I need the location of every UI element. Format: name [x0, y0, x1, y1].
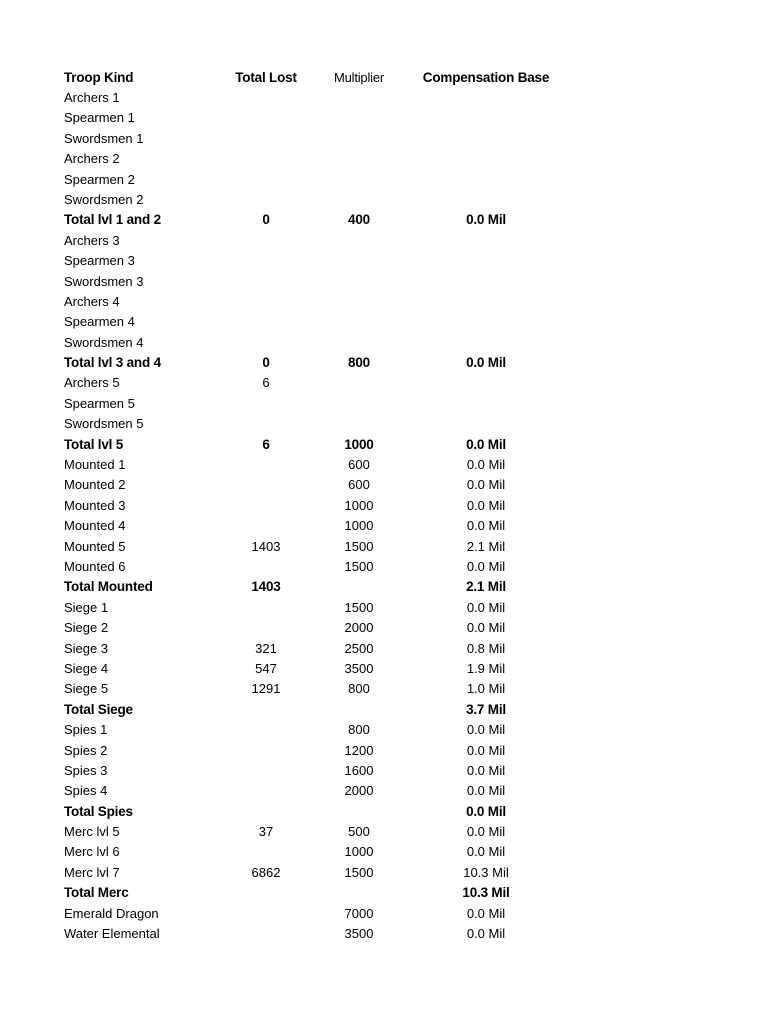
- total-lost-cell: 321: [255, 640, 277, 656]
- multiplier-cell: 3500: [344, 926, 374, 942]
- table-row: [64, 781, 584, 801]
- table-row: [64, 863, 584, 883]
- troop-kind-cell: Emerald Dragon: [64, 905, 159, 921]
- compensation-cell: 2.1 Mil: [466, 538, 506, 554]
- compensation-cell: 1.0 Mil: [466, 681, 506, 697]
- multiplier-cell: 7000: [344, 905, 374, 921]
- multiplier-cell: 2000: [344, 620, 374, 636]
- troop-kind-cell: Merc lvl 5: [64, 824, 120, 840]
- troop-kind-cell: Swordsmen 1: [64, 130, 144, 146]
- multiplier-cell: 1200: [344, 742, 374, 758]
- table-row: [64, 741, 584, 761]
- table-row: [64, 129, 584, 149]
- troop-kind-cell: Mounted 1: [64, 457, 126, 473]
- troop-kind-cell: Archers 4: [64, 293, 120, 309]
- total-lost-cell: 6: [262, 375, 270, 391]
- table-total-row: [64, 435, 584, 455]
- troop-kind-cell: Archers 2: [64, 151, 120, 167]
- troop-kind-cell: Total Mounted: [64, 579, 153, 595]
- compensation-cell: 2.1 Mil: [466, 579, 506, 595]
- total-lost-cell: 6862: [251, 864, 281, 880]
- table-total-row: [64, 353, 584, 373]
- troop-kind-cell: Spearmen 3: [64, 253, 135, 269]
- compensation-cell: 0.0 Mil: [466, 477, 506, 493]
- compensation-cell: 0.0 Mil: [466, 824, 506, 840]
- troop-kind-cell: Archers 1: [64, 90, 120, 105]
- troop-kind-cell: Siege 1: [64, 599, 109, 615]
- multiplier-cell: 1000: [344, 518, 374, 534]
- troop-kind-cell: Siege 2: [64, 620, 109, 636]
- troop-kind-cell: Total Merc: [64, 885, 129, 901]
- compensation-cell: 0.0 Mil: [466, 457, 506, 473]
- troop-kind-cell: Mounted 6: [64, 558, 126, 574]
- table-row: [64, 639, 584, 659]
- troop-kind-cell: Spies 3: [64, 762, 108, 778]
- troop-kind-cell: Mounted 5: [64, 538, 126, 554]
- header-troop-kind: Troop Kind: [64, 70, 134, 85]
- table-row: [64, 190, 584, 210]
- table-row: [64, 496, 584, 516]
- table-row: [64, 924, 584, 944]
- troop-kind-cell: Mounted 3: [64, 497, 126, 513]
- compensation-cell: 1.9 Mil: [466, 660, 506, 676]
- table-row: [64, 149, 584, 169]
- compensation-cell: 0.0 Mil: [466, 212, 506, 228]
- multiplier-cell: 400: [348, 212, 370, 228]
- table-row: [64, 414, 584, 434]
- compensation-cell: 0.0 Mil: [466, 783, 506, 799]
- compensation-cell: 10.3 Mil: [462, 885, 510, 901]
- multiplier-cell: 1500: [344, 864, 374, 880]
- troop-kind-cell: Spearmen 1: [64, 110, 135, 126]
- table-total-row: [64, 210, 584, 230]
- troop-kind-cell: Archers 5: [64, 375, 120, 391]
- table-row: [64, 333, 584, 353]
- troop-kind-cell: Siege 4: [64, 660, 109, 676]
- table-row: [64, 475, 584, 495]
- total-lost-cell: 1291: [251, 681, 281, 697]
- table-row: [64, 394, 584, 414]
- table-row: [64, 516, 584, 536]
- multiplier-cell: 1000: [344, 436, 374, 452]
- troop-kind-cell: Spies 2: [64, 742, 108, 758]
- header-multiplier: Multiplier: [333, 70, 384, 85]
- total-lost-cell: 1403: [251, 538, 281, 554]
- table-row: [64, 312, 584, 332]
- table-row: [64, 557, 584, 577]
- table-total-row: [64, 700, 584, 720]
- multiplier-cell: 1500: [344, 599, 374, 615]
- compensation-cell: 0.0 Mil: [466, 518, 506, 534]
- multiplier-cell: 600: [348, 477, 370, 493]
- troop-kind-cell: Total lvl 5: [64, 436, 124, 452]
- troop-kind-cell: Swordsmen 3: [64, 273, 144, 289]
- compensation-cell: 3.7 Mil: [466, 701, 506, 717]
- total-lost-cell: 0: [262, 355, 270, 371]
- troop-kind-cell: Archers 3: [64, 232, 120, 248]
- multiplier-cell: 800: [348, 355, 370, 371]
- multiplier-cell: 2500: [344, 640, 374, 656]
- troop-kind-cell: Swordsmen 5: [64, 416, 144, 432]
- compensation-cell: 0.0 Mil: [466, 803, 506, 819]
- multiplier-cell: 800: [348, 681, 370, 697]
- multiplier-cell: 1500: [344, 558, 374, 574]
- compensation-cell: 0.8 Mil: [466, 640, 506, 656]
- table-row: [64, 761, 584, 781]
- compensation-cell: 0.0 Mil: [466, 355, 506, 371]
- troop-kind-cell: Swordsmen 2: [64, 191, 144, 207]
- table-row: [64, 455, 584, 475]
- troop-kind-cell: Total Siege: [64, 701, 133, 717]
- compensation-cell: 0.0 Mil: [466, 497, 506, 513]
- multiplier-cell: 2000: [344, 783, 374, 799]
- troop-kind-cell: Total Spies: [64, 803, 133, 819]
- compensation-cell: 0.0 Mil: [466, 762, 506, 778]
- troop-kind-cell: Spies 1: [64, 722, 108, 738]
- troop-kind-cell: Spearmen 4: [64, 314, 135, 330]
- troop-kind-cell: Swordsmen 4: [64, 334, 144, 350]
- table-row: [64, 842, 584, 862]
- total-lost-cell: 37: [258, 824, 274, 840]
- troop-kind-cell: Total lvl 3 and 4: [64, 355, 161, 371]
- compensation-cell: 0.0 Mil: [466, 620, 506, 636]
- compensation-cell: 10.3 Mil: [463, 864, 509, 880]
- table-row: [64, 537, 584, 557]
- table-body: [64, 88, 584, 944]
- table-row: [64, 292, 584, 312]
- table-row: [64, 373, 584, 393]
- table-row: [64, 272, 584, 292]
- table-row: [64, 231, 584, 251]
- total-lost-cell: 0: [262, 212, 270, 228]
- troop-kind-cell: Merc lvl 7: [64, 864, 120, 880]
- multiplier-cell: 1600: [344, 762, 374, 778]
- table-row: [64, 822, 584, 842]
- header-compensation-base: Compensation Base: [422, 70, 550, 85]
- table-row: [64, 618, 584, 638]
- header-total-lost: Total Lost: [235, 70, 297, 85]
- compensation-cell: 0.0 Mil: [466, 436, 506, 452]
- troop-kind-cell: Siege 3: [64, 640, 109, 656]
- table-row: [64, 679, 584, 699]
- multiplier-cell: 600: [348, 457, 370, 473]
- troop-kind-cell: Total lvl 1 and 2: [64, 212, 161, 228]
- troop-kind-cell: Spies 4: [64, 783, 108, 799]
- troop-kind-cell: Mounted 2: [64, 477, 126, 493]
- table-total-row: [64, 577, 584, 597]
- multiplier-cell: 1500: [344, 538, 374, 554]
- table-row: [64, 598, 584, 618]
- compensation-cell: 0.0 Mil: [466, 558, 506, 574]
- multiplier-cell: 1000: [344, 844, 374, 860]
- table-total-row: [64, 802, 584, 822]
- compensation-cell: 0.0 Mil: [466, 926, 506, 942]
- total-lost-cell: 547: [255, 660, 277, 676]
- table-row: [64, 904, 584, 924]
- multiplier-cell: 800: [348, 722, 370, 738]
- total-lost-cell: 1403: [251, 579, 281, 595]
- troop-kind-cell: Siege 5: [64, 681, 109, 697]
- table-row: [64, 170, 584, 190]
- table-row: [64, 108, 584, 128]
- multiplier-cell: 3500: [344, 660, 374, 676]
- compensation-cell: 0.0 Mil: [466, 742, 506, 758]
- compensation-cell: 0.0 Mil: [466, 844, 506, 860]
- total-lost-cell: 6: [262, 436, 270, 452]
- troop-kind-cell: Spearmen 2: [64, 171, 135, 187]
- compensation-cell: 0.0 Mil: [466, 905, 506, 921]
- troop-kind-cell: Merc lvl 6: [64, 844, 120, 860]
- table-row: [64, 659, 584, 679]
- table-row: [64, 720, 584, 740]
- header-row: [64, 68, 584, 88]
- table-total-row: [64, 883, 584, 903]
- table-row: [64, 88, 584, 108]
- troop-kind-cell: Spearmen 5: [64, 395, 135, 411]
- multiplier-cell: 500: [348, 824, 370, 840]
- compensation-table: [64, 68, 584, 944]
- troop-kind-cell: Mounted 4: [64, 518, 126, 534]
- table-row: [64, 251, 584, 271]
- troop-kind-cell: Water Elemental: [64, 926, 160, 942]
- compensation-cell: 0.0 Mil: [466, 599, 506, 615]
- compensation-cell: 0.0 Mil: [466, 722, 506, 738]
- multiplier-cell: 1000: [344, 497, 374, 513]
